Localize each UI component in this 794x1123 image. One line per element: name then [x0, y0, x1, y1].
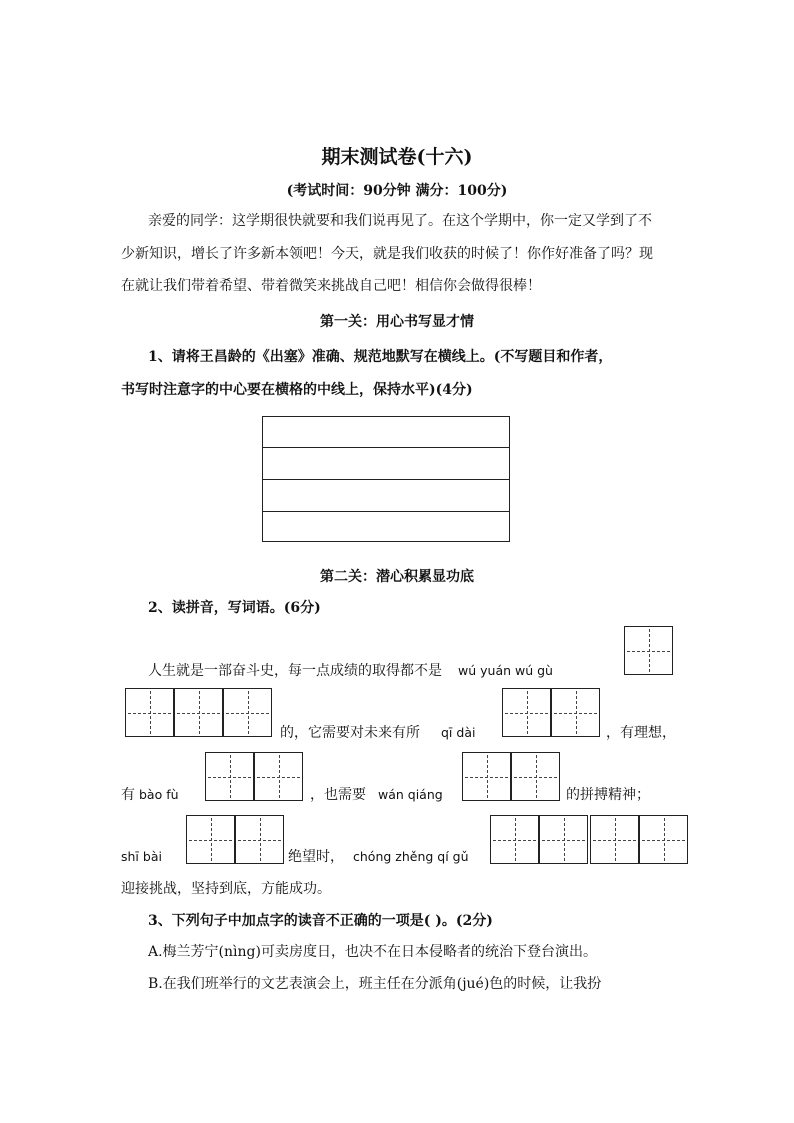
q2-text-e: ，也需要: [310, 787, 366, 803]
answer-box[interactable]: [186, 815, 235, 864]
intro-line-2: 少新知识，增长了许多新本领吧！今天，就是我们收获的时候了！你作好准备了吗？现: [121, 246, 653, 262]
question-1-line-2: 书写时注意字的中心要在横格的中线上，保持水平)(4分): [121, 382, 473, 398]
q2-text-a: 人生就是一部奋斗史，每一点成绩的取得都不是: [148, 663, 442, 679]
answer-box[interactable]: [235, 815, 284, 864]
pinyin-wanqiang: wán qiáng: [378, 787, 443, 802]
q2-text-b: 的，它需要对未来有所: [280, 725, 420, 741]
writing-line: [263, 511, 509, 512]
answer-box[interactable]: [125, 688, 174, 737]
question-3-option-a: A.梅兰芳宁(nìng)可卖房度日，也决不在日本侵略者的统治下登台演出。: [148, 944, 597, 960]
exam-info: (考试时间：90分钟 满分：100分): [286, 183, 508, 199]
writing-line: [263, 447, 509, 448]
section-1-title: 第一关：用心书写显才情: [320, 314, 474, 330]
q2-text-c: ，有理想，: [606, 725, 676, 741]
answer-box[interactable]: [254, 752, 303, 801]
pinyin-baofu: bào fù: [139, 787, 179, 802]
question-2-title: 2、读拼音，写词语。(6分): [148, 600, 321, 616]
answer-box[interactable]: [624, 626, 673, 675]
answer-box[interactable]: [539, 815, 588, 864]
answer-box[interactable]: [174, 688, 223, 737]
intro-line-1: 亲爱的同学：这学期很快就要和我们说再见了。在这个学期中，你一定又学到了不: [148, 213, 652, 229]
question-3-title: 3、下列句子中加点字的读音不正确的一项是( )。(2分): [148, 913, 493, 929]
answer-box[interactable]: [502, 688, 551, 737]
answer-box[interactable]: [590, 815, 639, 864]
pinyin-wuyuanwugu: wú yuán wú gù: [458, 663, 553, 678]
q2-text-d: 有: [121, 787, 135, 803]
pinyin-qidai: qī dài: [441, 725, 476, 740]
answer-box[interactable]: [205, 752, 254, 801]
pinyin-shibai: shī bài: [121, 849, 162, 864]
answer-box[interactable]: [223, 688, 272, 737]
page-title: 期末测试卷(十六): [321, 146, 473, 168]
section-2-title: 第二关：潜心积累显功底: [320, 569, 474, 585]
poem-writing-grid[interactable]: [262, 416, 510, 542]
q2-text-h: 迎接挑战，坚持到底，方能成功。: [121, 881, 331, 897]
q2-text-g: 绝望时，: [288, 849, 344, 865]
question-1-line-1: 1、请将王昌龄的《出塞》准确、规范地默写在横线上。(不写题目和作者，: [148, 349, 613, 365]
answer-box[interactable]: [511, 752, 560, 801]
answer-box[interactable]: [490, 815, 539, 864]
answer-box[interactable]: [551, 688, 600, 737]
answer-box[interactable]: [639, 815, 688, 864]
pinyin-chongzhengqigu: chóng zhěng qí gǔ: [353, 849, 469, 864]
intro-line-3: 在就让我们带着希望、带着微笑来挑战自己吧！相信你会做得很棒！: [121, 278, 541, 294]
writing-line: [263, 479, 509, 480]
q2-text-f: 的拼搏精神；: [566, 787, 650, 803]
question-3-option-b: B.在我们班举行的文艺表演会上，班主任在分派角(jué)色的时候，让我扮: [148, 976, 602, 992]
answer-box[interactable]: [462, 752, 511, 801]
